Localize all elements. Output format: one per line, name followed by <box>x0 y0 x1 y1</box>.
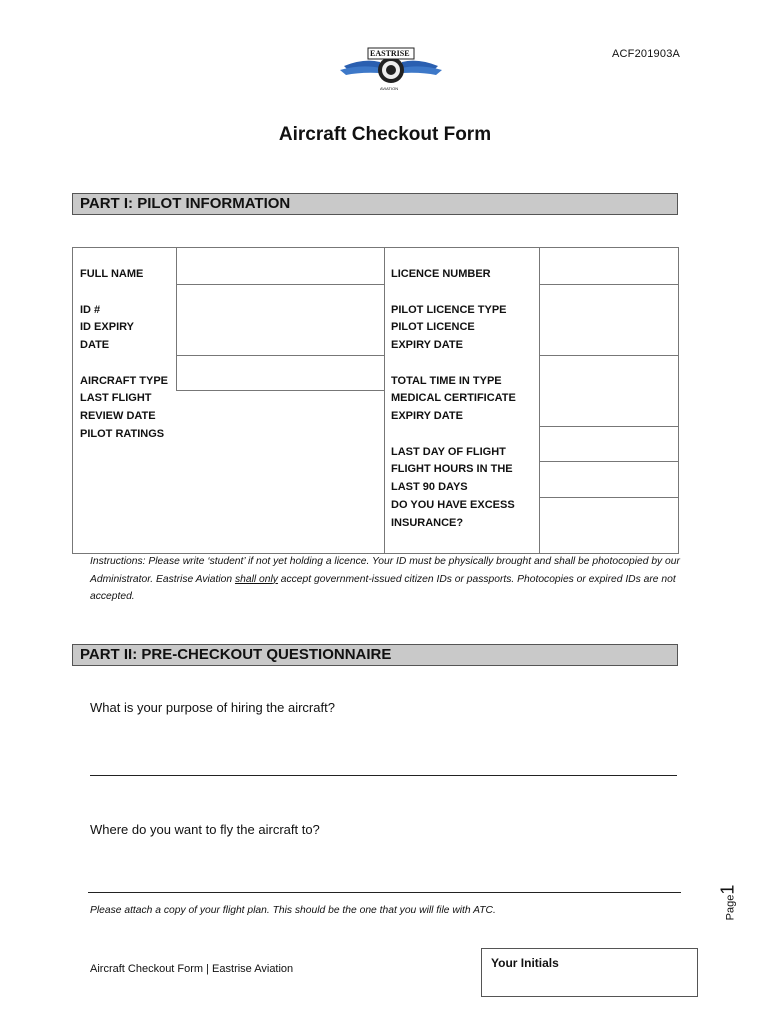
full-name-field[interactable] <box>177 249 383 284</box>
page-word: Page <box>724 894 737 921</box>
total-time-field[interactable] <box>540 356 678 426</box>
aircraft-type-field[interactable] <box>177 356 383 390</box>
excess-insurance-field[interactable] <box>540 498 678 553</box>
page-number-value: 1 <box>717 884 738 895</box>
company-logo <box>336 30 446 94</box>
initials-box[interactable] <box>481 948 698 997</box>
instructions-text: Instructions: Please write ‘student’ if not yet holding a licence. Your ID must be physically brought and shall be photocopied by our Administrator. Eastrise Aviation shall only accept government-issued citizen IDs or passports. Photocopies or expired IDs are not accepted. <box>90 556 680 602</box>
label-id-expiry: ID EXPIRY DATE <box>80 321 134 351</box>
part1-heading: PART I: PILOT INFORMATION <box>72 193 678 215</box>
label-aircraft-type: AIRCRAFT TYPE <box>80 375 168 387</box>
label-licence-number: LICENCE NUMBER <box>391 268 491 280</box>
id-field[interactable] <box>177 285 383 355</box>
label-medical-certificate: MEDICAL CERTIFICATE EXPIRY DATE <box>391 392 516 422</box>
footer-text: Aircraft Checkout Form | Eastrise Aviation <box>90 963 294 975</box>
licence-number-field[interactable] <box>540 249 678 284</box>
label-total-time: TOTAL TIME IN TYPE <box>391 375 502 387</box>
logo-wordmark: EASTRISE <box>370 49 410 58</box>
label-excess-insurance: DO YOU HAVE EXCESS INSURANCE? <box>391 499 515 529</box>
label-id: ID # <box>80 304 101 316</box>
label-pilot-licence-type: PILOT LICENCE TYPE <box>391 304 507 316</box>
label-full-name: FULL NAME <box>80 268 144 280</box>
answer-line-destination[interactable] <box>88 892 681 893</box>
page-number <box>716 878 746 928</box>
part2-heading: PART II: PRE-CHECKOUT QUESTIONNAIRE <box>72 644 678 666</box>
label-flight-hours: FLIGHT HOURS IN THE LAST 90 DAYS <box>391 463 513 493</box>
flight-hours-field[interactable] <box>540 462 678 497</box>
label-pilot-licence-expiry: PILOT LICENCE EXPIRY DATE <box>391 321 475 351</box>
pilot-info-table <box>72 247 679 554</box>
question-destination: Where do you want to fly the aircraft to? <box>90 822 320 837</box>
label-last-day-of-flight: LAST DAY OF FLIGHT <box>391 446 506 458</box>
document-id: ACF201903A <box>612 48 681 60</box>
answer-line-purpose[interactable] <box>90 775 677 776</box>
form-title: Aircraft Checkout Form <box>278 124 492 145</box>
last-flight-review-field[interactable] <box>177 391 383 427</box>
question-purpose: What is your purpose of hiring the aircraft? <box>90 700 335 715</box>
pilot-licence-field[interactable] <box>540 285 678 355</box>
label-last-flight: LAST FLIGHT REVIEW DATE <box>80 392 156 422</box>
logo-subtext: AVIATION <box>380 86 399 91</box>
flight-plan-note: Please attach a copy of your flight plan. This should be the one that you will file with ATC. <box>90 905 496 916</box>
label-pilot-ratings: PILOT RATINGS <box>80 428 165 440</box>
eastrise-emblem <box>336 30 446 94</box>
last-day-field[interactable] <box>540 427 678 461</box>
initials-label: Your Initials <box>491 956 559 970</box>
